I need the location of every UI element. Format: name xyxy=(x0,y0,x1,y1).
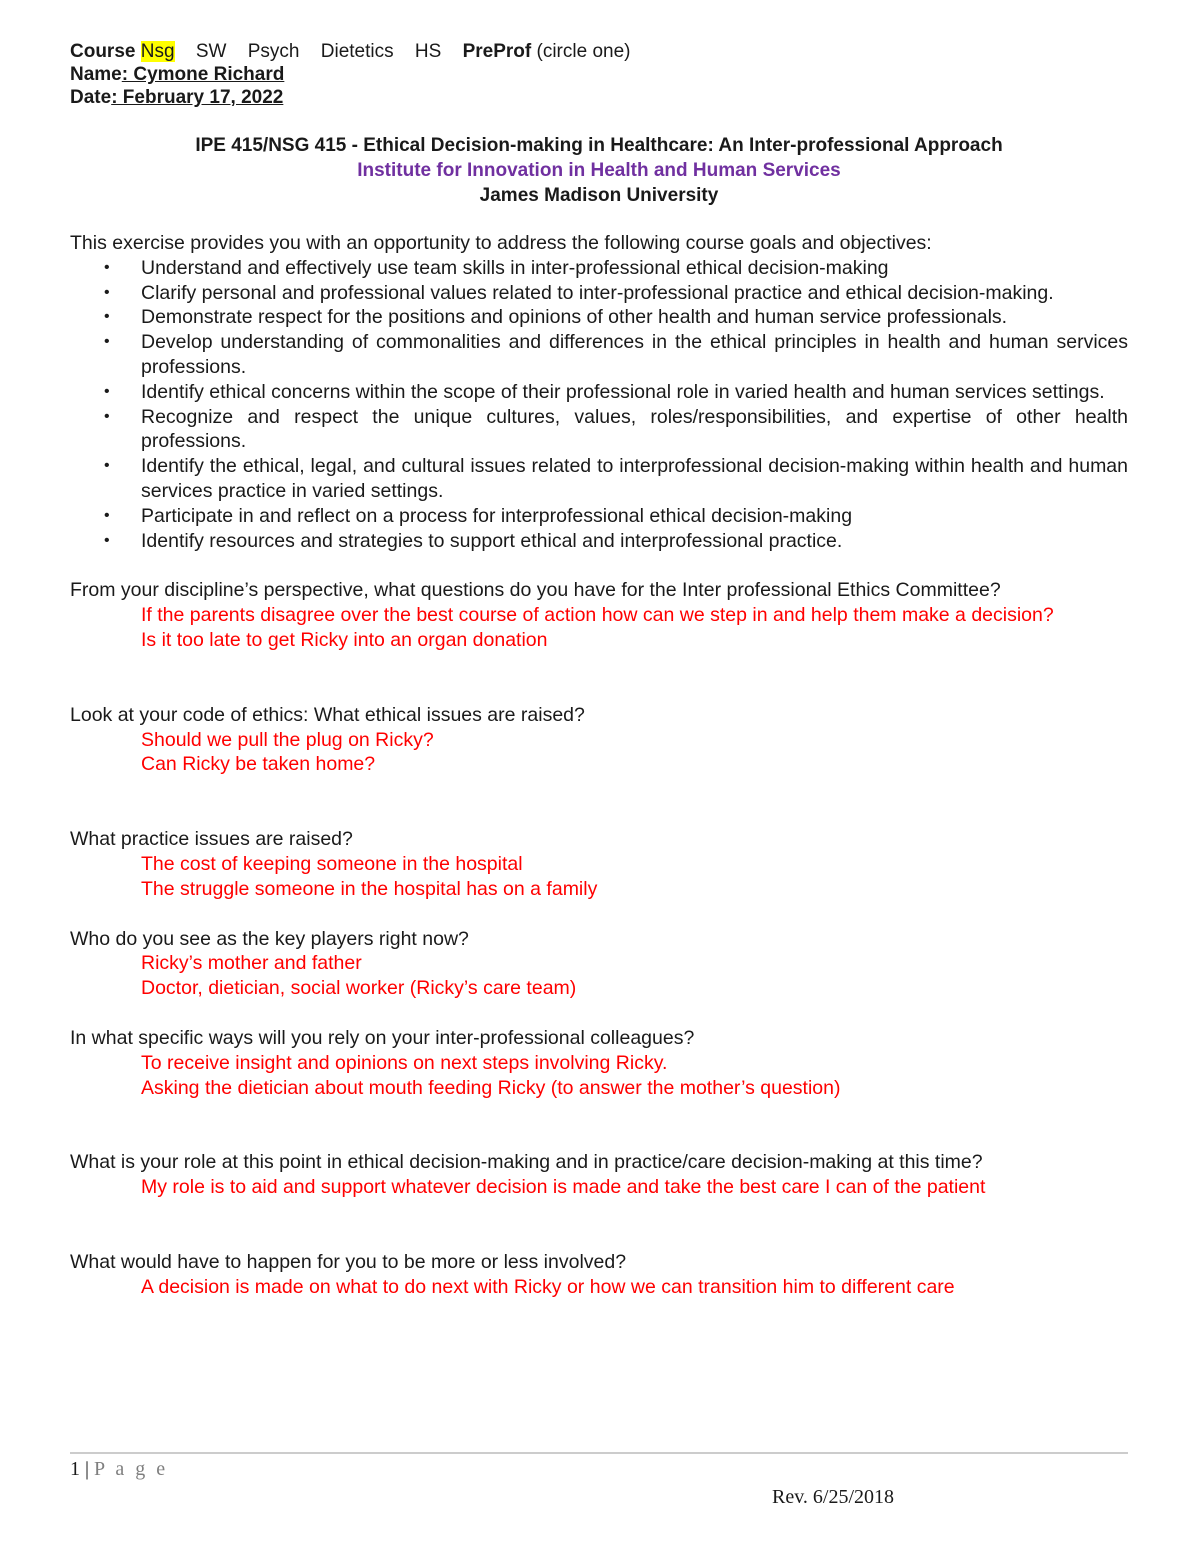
date-label: Date xyxy=(70,87,112,108)
answer-text: Should we pull the plug on Ricky? xyxy=(141,728,434,751)
bullet-icon: • xyxy=(104,531,110,549)
page-separator: | xyxy=(85,1458,90,1480)
question-block-5 xyxy=(70,1026,1128,1100)
course-title: IPE 415/NSG 415 - Ethical Decision-making in Healthcare: An Inter-professional Approach xyxy=(195,135,1003,156)
goal-text: Demonstrate respect for the positions and opinions of other health and human service professionals. xyxy=(141,306,1008,329)
question-block-6 xyxy=(70,1150,1128,1200)
goal-item xyxy=(70,330,1128,380)
course-option-dietetics: Dietetics xyxy=(320,41,394,62)
goals-section xyxy=(70,231,1128,553)
answer-text: The struggle someone in the hospital has on a family xyxy=(141,877,598,900)
question-text: Look at your code of ethics: What ethical issues are raised? xyxy=(70,703,585,726)
bullet-icon: • xyxy=(104,506,110,524)
answer-text: Doctor, dietician, social worker (Ricky’s care team) xyxy=(141,977,577,1000)
goal-text: Understand and effectively use team skills in inter-professional ethical decision-making xyxy=(141,256,889,279)
course-option-psych: Psych xyxy=(247,41,300,62)
course-option-nsg: Nsg xyxy=(140,41,175,62)
page-number-value: 1 xyxy=(70,1458,80,1480)
question-text: From your discipline’s perspective, what questions do you have for the Inter professional Ethics Committee? xyxy=(70,579,1001,602)
goal-text: Identify resources and strategies to support ethical and interprofessional practice. xyxy=(141,529,843,552)
course-option-preprof: PreProf xyxy=(462,41,532,62)
bullet-icon: • xyxy=(104,382,110,400)
goal-text: Recognize and respect the unique cultures, values, roles/responsibilities, and expertise of other health professions. xyxy=(141,405,1128,453)
name-line xyxy=(70,63,1128,86)
goal-item xyxy=(70,454,1128,504)
question-text: What practice issues are raised? xyxy=(70,828,353,851)
question-text: Who do you see as the key players right now? xyxy=(70,927,469,950)
name-value: : Cymone Richard xyxy=(121,64,285,85)
question-text: What would have to happen for you to be more or less involved? xyxy=(70,1250,627,1273)
question-block-1 xyxy=(70,578,1128,652)
date-line xyxy=(70,86,1128,109)
goal-text: Develop understanding of commonalities and differences in the ethical principles in health and human services professions. xyxy=(141,331,1128,378)
question-text: What is your role at this point in ethical decision-making and in practice/care decision-making at this time? xyxy=(70,1151,983,1174)
bullet-icon: • xyxy=(104,333,110,351)
document-page xyxy=(70,40,1128,1300)
goal-item xyxy=(70,281,1128,306)
goal-text: Identify the ethical, legal, and cultural issues related to interprofessional decision-making within health and human services practice in varied settings. xyxy=(141,455,1128,502)
goal-item xyxy=(70,504,1128,529)
question-block-3 xyxy=(70,827,1128,901)
institute-name: Institute for Innovation in Health and Human Services xyxy=(357,160,841,181)
goals-list xyxy=(70,256,1128,554)
answer-text: If the parents disagree over the best course of action how can we step in and help them make a decision? xyxy=(141,604,1054,627)
revision-date: Rev. 6/25/2018 xyxy=(772,1486,895,1508)
question-text: In what specific ways will you rely on your inter-professional colleagues? xyxy=(70,1026,695,1049)
date-value: : February 17, 2022 xyxy=(111,87,284,108)
goal-text: Participate in and reflect on a process for interprofessional ethical decision-making xyxy=(141,504,853,527)
title-block xyxy=(70,133,1128,208)
page-word: P a g e xyxy=(94,1458,169,1480)
goal-item xyxy=(70,256,1128,281)
answer-text: The cost of keeping someone in the hospital xyxy=(141,852,523,875)
goal-text: Clarify personal and professional values related to inter-professional practice and ethical decision-making. xyxy=(141,281,1054,304)
question-block-2 xyxy=(70,703,1128,777)
course-option-hs: HS xyxy=(414,41,442,62)
bullet-icon: • xyxy=(104,457,110,475)
bullet-icon: • xyxy=(104,407,110,425)
course-option-sw: SW xyxy=(195,41,227,62)
course-label: Course xyxy=(70,41,136,62)
intro-text: This exercise provides you with an opportunity to address the following course goals and objectives: xyxy=(70,232,932,254)
page-number xyxy=(70,1458,168,1481)
answer-text: Ricky’s mother and father xyxy=(141,952,362,975)
question-block-4 xyxy=(70,927,1128,1001)
goal-text: Identify ethical concerns within the scope of their professional role in varied health and human services settings. xyxy=(141,380,1105,403)
goal-item xyxy=(70,305,1128,330)
goal-item xyxy=(70,380,1128,405)
circle-note: (circle one) xyxy=(536,41,631,62)
answer-text: Is it too late to get Ricky into an organ donation xyxy=(141,628,548,651)
goal-item xyxy=(70,529,1128,554)
name-label: Name xyxy=(70,64,122,85)
answer-text: My role is to aid and support whatever decision is made and take the best care I can of the patient xyxy=(141,1176,986,1199)
question-block-7 xyxy=(70,1250,1128,1300)
bullet-icon: • xyxy=(104,283,110,301)
bullet-icon: • xyxy=(104,308,110,326)
answer-text: Asking the dietician about mouth feeding Ricky (to answer the mother’s question) xyxy=(141,1076,841,1099)
goal-item xyxy=(70,405,1128,455)
answer-text: A decision is made on what to do next with Ricky or how we can transition him to different care xyxy=(141,1275,955,1298)
answer-text: To receive insight and opinions on next steps involving Ricky. xyxy=(141,1051,668,1074)
course-line xyxy=(70,40,1128,63)
university-name: James Madison University xyxy=(479,185,719,206)
answer-text: Can Ricky be taken home? xyxy=(141,753,376,776)
bullet-icon: • xyxy=(104,258,110,276)
footer-divider xyxy=(70,1452,1128,1454)
